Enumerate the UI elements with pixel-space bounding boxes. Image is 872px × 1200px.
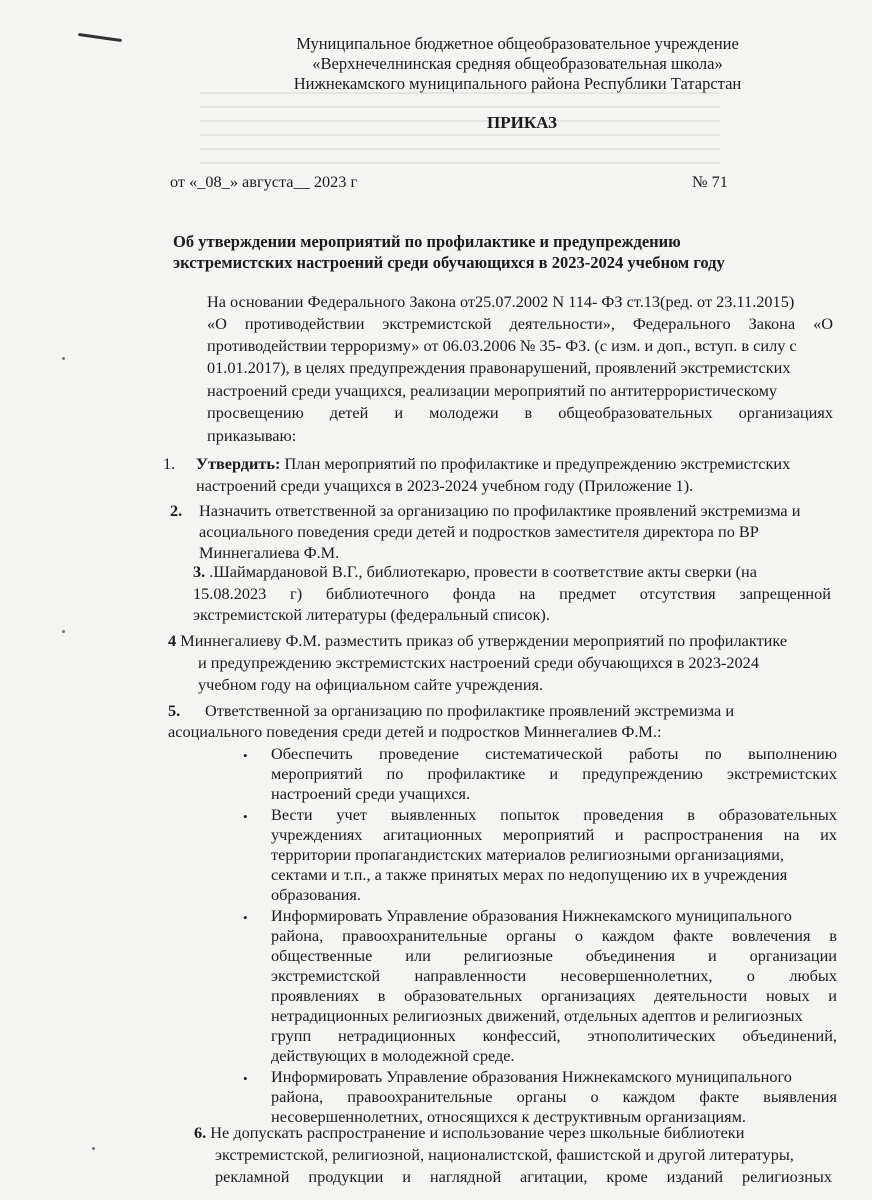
doc-title: ПРИКАЗ <box>487 113 557 132</box>
bullet4-line: района, правоохранительные органы о каждом факте выявления <box>271 1087 837 1106</box>
item4-line3: учебном году на официальном сайте учреждения. <box>198 675 544 694</box>
preamble-line: приказываю: <box>207 426 297 445</box>
pen-mark <box>78 33 122 42</box>
bullet3-line: нетрадиционных религиозных движений, отдельных адептов и религиозных <box>271 1006 803 1025</box>
bullet1-line: мероприятий по профилактике и предупреждению экстремистских <box>271 764 837 783</box>
preamble-line: противодействии терроризму» от 06.03.2006 № 35- ФЗ. (с изм. и доп., вступ. в силу с <box>207 336 797 355</box>
bullet3-line: общественные или религиозные объединения и организации <box>271 946 837 965</box>
item1-number: 1. <box>163 454 176 473</box>
order-number: № 71 <box>692 172 728 191</box>
bullet2-line: образования. <box>271 885 361 904</box>
bullet2-line: сектами и т.п., а также принятых мерах по недопущению их в учреждения <box>271 865 788 884</box>
subject-line2: экстремистских настроений среди обучающихся в 2023-2024 учебном году <box>173 253 725 272</box>
bullet2-line: учреждениях агитационных мероприятий и распространения на их <box>271 825 837 844</box>
item4-number: 4 <box>168 631 177 650</box>
item1-line2: настроений среди учащихся в 2023-2024 учебном году (Приложение 1). <box>196 476 694 495</box>
bullet4-line: несовершеннолетних, относящихся к деструктивным организациям. <box>271 1107 746 1126</box>
bullet2-line: территории пропагандистских материалов религиозными организациями, <box>271 845 784 864</box>
order-date: от «_08_» августа__ 2023 г <box>170 172 358 191</box>
bleed-through-text <box>200 92 720 172</box>
item6-line3: рекламной продукции и наглядной агитации, кроме изданий религиозных <box>215 1167 832 1186</box>
bullet-marker: • <box>243 748 248 763</box>
item4-text: Миннегалиеву Ф.М. разместить приказ об утверждении мероприятий по профилактике <box>176 631 788 650</box>
bullet1-line: настроений среди учащихся. <box>271 784 471 803</box>
preamble-line: «О противодействии экстремистской деятельности», Федерального Закона «О <box>207 314 833 333</box>
scan-speck <box>62 357 65 360</box>
scan-speck <box>92 1147 95 1150</box>
item4-line1 <box>168 630 787 651</box>
bullet3-line: групп нетрадиционных конфессий, этнополитических объединений, <box>271 1026 837 1045</box>
bullet3-line: района, правоохранительные органы о каждом факте вовлечения в <box>271 926 837 945</box>
subject-line1: Об утверждении мероприятий по профилактике и предупреждению <box>173 232 681 251</box>
item6-text: Не допускать распространение и использование через школьные библиотеки <box>206 1123 745 1142</box>
bullet-marker: • <box>243 809 248 824</box>
org-name-line3: Нижнекамского муниципального района Республики Татарстан <box>293 74 742 93</box>
bullet3-line: проявлениях в образовательных организациях деятельности новых и <box>271 986 837 1005</box>
org-name-line1: Муниципальное бюджетное общеобразовательное учреждение <box>296 34 739 53</box>
preamble-line: настроений среди учащихся, реализации мероприятий по антитеррористическому <box>207 381 778 400</box>
item5-line1: Ответственной за организацию по профилактике проявлений экстремизма и <box>205 701 735 720</box>
item6-line1 <box>194 1122 744 1143</box>
item2-line: Миннегалиева Ф.М. <box>199 543 340 562</box>
bullet4-line: Информировать Управление образования Нижнекамского муниципального <box>271 1067 792 1086</box>
bullet-marker: • <box>243 1071 248 1086</box>
item2-number: 2. <box>170 501 183 520</box>
bullet3-line: Информировать Управление образования Нижнекамского муниципального <box>271 906 792 925</box>
item3-line1 <box>193 561 757 582</box>
item3-line2: 15.08.2023 г) библиотечного фонда на предмет отсутствия запрещенной <box>193 584 831 603</box>
item2-line: асоциального поведения среди детей и подростков заместителя директора по ВР <box>199 522 759 541</box>
bullet-marker: • <box>243 910 248 925</box>
preamble-line: просвещению детей и молодежи в общеобразовательных организациях <box>207 403 833 422</box>
item1-text: План мероприятий по профилактике и предупреждению экстремистских <box>280 454 791 473</box>
org-name-line2: «Верхнечелнинская средняя общеобразовательная школа» <box>312 54 723 73</box>
item5-number: 5. <box>168 701 181 720</box>
item1-lead: Утвердить: <box>196 454 281 473</box>
item4-line2: и предупреждению экстремистских настроений среди обучающихся в 2023-2024 <box>198 653 759 672</box>
item6-line2: экстремистской, религиозной, националистской, фашистской и другой литературы, <box>215 1145 794 1164</box>
bullet3-line: экстремистской направленности несовершеннолетних, о любых <box>271 966 837 985</box>
bullet3-line: действующих в молодежной среде. <box>271 1046 515 1065</box>
bullet2-line: Вести учет выявленных попыток проведения в образовательных <box>271 805 837 824</box>
item3-line3: экстремистской литературы (федеральный список). <box>193 605 550 624</box>
item6-number: 6. <box>194 1123 207 1142</box>
item5-line2: асоциального поведения среди детей и подростков Миннегалиев Ф.М.: <box>168 722 662 741</box>
item3-number: 3. <box>193 562 206 581</box>
preamble-line: 01.01.2017), в целях предупреждения правонарушений, проявлений экстремистских <box>207 358 791 377</box>
item2-line: Назначить ответственной за организацию по профилактике проявлений экстремизма и <box>199 501 801 520</box>
scan-speck <box>62 630 65 633</box>
item1-line1 <box>196 453 790 474</box>
preamble-line: На основании Федерального Закона от25.07.2002 N 114- ФЗ ст.13(ред. от 23.11.2015) <box>207 292 795 311</box>
item3-text: .Шаймардановой В.Г., библиотекарю, провести в соответствие акты сверки (на <box>205 562 757 581</box>
bullet1-line: Обеспечить проведение систематической работы по выполнению <box>271 744 837 763</box>
